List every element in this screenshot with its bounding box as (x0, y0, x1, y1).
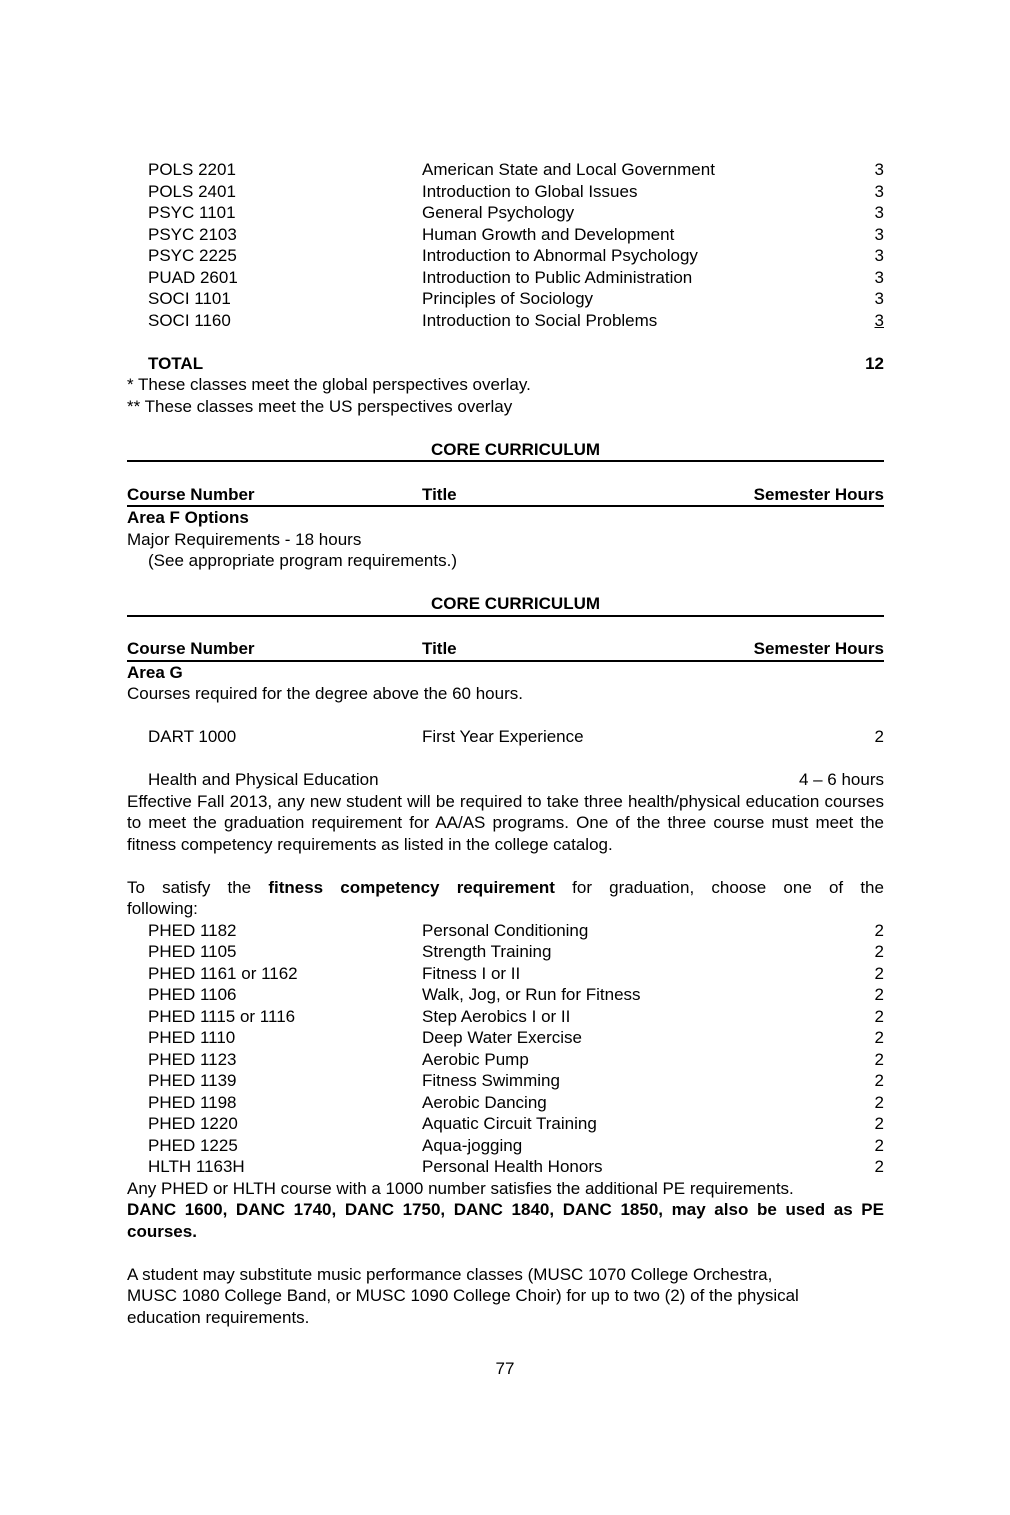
course-row (127, 726, 884, 748)
column-header (127, 638, 884, 662)
course-row (127, 1027, 884, 1049)
fitness-intro-line2: following: (127, 899, 198, 918)
course-row (127, 963, 884, 985)
hpe-paragraph (127, 791, 884, 856)
course-number: PSYC 1101 (148, 203, 236, 222)
course-title: Introduction to Abnormal Psychology (422, 246, 698, 265)
course-hours: 2 (874, 1135, 884, 1155)
course-hours: 2 (874, 985, 884, 1004)
course-number: SOCI 1160 (148, 310, 231, 330)
catalog-page (127, 159, 884, 1328)
area-g-title: Area G (127, 662, 183, 682)
course-number: DART 1000 (148, 727, 237, 746)
course-title: General Psychology (422, 203, 575, 222)
fitness-intro (127, 877, 884, 899)
course-hours: 3 (874, 310, 884, 330)
music-note-line1: A student may substitute music performance classes (MUSC 1070 College Orchestra, (127, 1264, 773, 1284)
course-number: PSYC 2103 (148, 224, 237, 244)
course-number: PSYC 2225 (148, 246, 237, 265)
course-hours: 2 (874, 1028, 884, 1047)
course-number: POLS 2401 (148, 181, 236, 201)
course-title: Fitness Swimming (422, 1071, 560, 1090)
course-row (127, 245, 884, 267)
course-number: SOCI 1101 (148, 289, 231, 308)
course-hours: 2 (874, 1006, 884, 1026)
course-title: Principles of Sociology (422, 289, 594, 308)
column-title: Title (422, 484, 457, 504)
course-row (127, 920, 884, 942)
course-hours: 3 (874, 246, 884, 265)
course-number: PHED 1106 (148, 985, 237, 1004)
course-title: Human Growth and Development (422, 224, 675, 244)
course-row (127, 181, 884, 203)
course-number: PHED 1139 (148, 1071, 237, 1090)
course-title: Aquatic Circuit Training (422, 1114, 597, 1133)
course-row (127, 310, 884, 332)
hpe-paragraph-text: Effective Fall 2013, any new student will be required to take three health/physical education courses to meet the graduation requirement for AA/AS programs. One of the three course must meet the fitness competency requirements as listed in the college catalog. (127, 791, 884, 854)
total-value: 12 (865, 353, 884, 373)
hpe-hours: 4 – 6 hours (798, 770, 884, 789)
column-title: Title (422, 639, 457, 658)
course-number: PHED 1198 (148, 1092, 237, 1112)
course-hours: 2 (874, 920, 884, 940)
column-semester-hours: Semester Hours (753, 639, 884, 658)
course-hours: 2 (874, 963, 884, 983)
music-note-line3: education requirements. (127, 1307, 310, 1327)
course-row (127, 1049, 884, 1071)
course-title: Introduction to Public Administration (422, 267, 693, 287)
course-title: First Year Experience (422, 727, 584, 746)
course-number: HLTH 1163H (148, 1157, 245, 1176)
page-number: 77 (495, 1359, 515, 1378)
column-course-number: Course Number (127, 639, 255, 658)
course-row (127, 1006, 884, 1028)
course-hours: 3 (874, 203, 884, 222)
course-hours: 2 (874, 1092, 884, 1112)
course-hours: 3 (874, 267, 884, 287)
course-row (127, 267, 884, 289)
course-title: Strength Training (422, 942, 552, 961)
course-row (127, 159, 884, 181)
course-title: Fitness I or II (422, 963, 521, 983)
area-f-title: Area F Options (127, 508, 249, 527)
social-course-list (127, 159, 884, 331)
any-phed-note: Any PHED or HLTH course with a 1000 number satisfies the additional PE requirements. (127, 1178, 794, 1198)
course-row (127, 288, 884, 310)
note-us: ** These classes meet the US perspectives overlay (127, 396, 513, 416)
area-f-requirement: Major Requirements - 18 hours (127, 529, 362, 549)
course-number: PHED 1115 or 1116 (148, 1006, 296, 1026)
fitness-intro-before: To satisfy the (127, 877, 252, 897)
danc-note: DANC 1600, DANC 1740, DANC 1750, DANC 1840, DANC 1850, may also be used as PE courses. (127, 1200, 884, 1241)
course-title: Aerobic Pump (422, 1049, 529, 1069)
course-number: PHED 1110 (148, 1028, 236, 1047)
course-number: PHED 1105 (148, 942, 237, 961)
course-row (127, 1156, 884, 1178)
hpe-label: Health and Physical Education (148, 770, 379, 789)
course-hours: 2 (874, 727, 884, 746)
course-row (127, 1113, 884, 1135)
course-row (127, 1135, 884, 1157)
course-hours: 3 (874, 289, 884, 308)
column-header (127, 484, 884, 508)
course-number: PUAD 2601 (148, 267, 238, 287)
course-number: PHED 1161 or 1162 (148, 963, 298, 983)
fitness-intro-bold: fitness competency requirement (268, 877, 555, 897)
core-curriculum-heading: CORE CURRICULUM (127, 439, 884, 463)
core-curriculum-heading: CORE CURRICULUM (127, 593, 884, 617)
course-row (127, 984, 884, 1006)
course-row (127, 1070, 884, 1092)
course-title: Deep Water Exercise (422, 1028, 582, 1047)
course-row (127, 941, 884, 963)
course-hours: 2 (874, 1157, 884, 1176)
area-f-note: (See appropriate program requirements.) (148, 551, 457, 570)
course-number: PHED 1182 (148, 920, 237, 940)
course-title: Personal Conditioning (422, 920, 589, 940)
total-label: TOTAL (148, 353, 204, 373)
column-course-number: Course Number (127, 484, 255, 504)
course-title: Aqua-jogging (422, 1135, 523, 1155)
course-title: Walk, Jog, or Run for Fitness (422, 985, 641, 1004)
course-hours: 2 (874, 942, 884, 961)
course-row (127, 224, 884, 246)
course-title: Introduction to Global Issues (422, 181, 638, 201)
course-row (127, 202, 884, 224)
course-title: Aerobic Dancing (422, 1092, 547, 1112)
course-row (127, 1092, 884, 1114)
fitness-course-list (127, 920, 884, 1178)
course-number: PHED 1123 (148, 1049, 237, 1069)
course-title: Step Aerobics I or II (422, 1006, 571, 1026)
course-number: PHED 1225 (148, 1135, 238, 1155)
music-note-line2: MUSC 1080 College Band, or MUSC 1090 College Choir) for up to two (2) of the physical (127, 1286, 799, 1305)
area-g-description: Courses required for the degree above the 60 hours. (127, 684, 523, 703)
course-hours: 2 (874, 1114, 884, 1133)
course-title: Introduction to Social Problems (422, 310, 658, 330)
fitness-intro-after: for graduation, choose one of the (572, 877, 884, 897)
course-number: PHED 1220 (148, 1114, 238, 1133)
course-title: Personal Health Honors (422, 1157, 603, 1176)
course-hours: 3 (874, 224, 884, 244)
hpe-row (127, 769, 884, 791)
total-row (127, 353, 884, 375)
course-title: American State and Local Government (422, 160, 715, 179)
course-hours: 3 (874, 181, 884, 201)
column-semester-hours: Semester Hours (753, 484, 884, 504)
note-global: * These classes meet the global perspectives overlay. (127, 375, 531, 394)
course-hours: 3 (874, 160, 884, 179)
course-number: POLS 2201 (148, 160, 236, 179)
course-hours: 2 (874, 1071, 884, 1090)
course-hours: 2 (874, 1049, 884, 1069)
